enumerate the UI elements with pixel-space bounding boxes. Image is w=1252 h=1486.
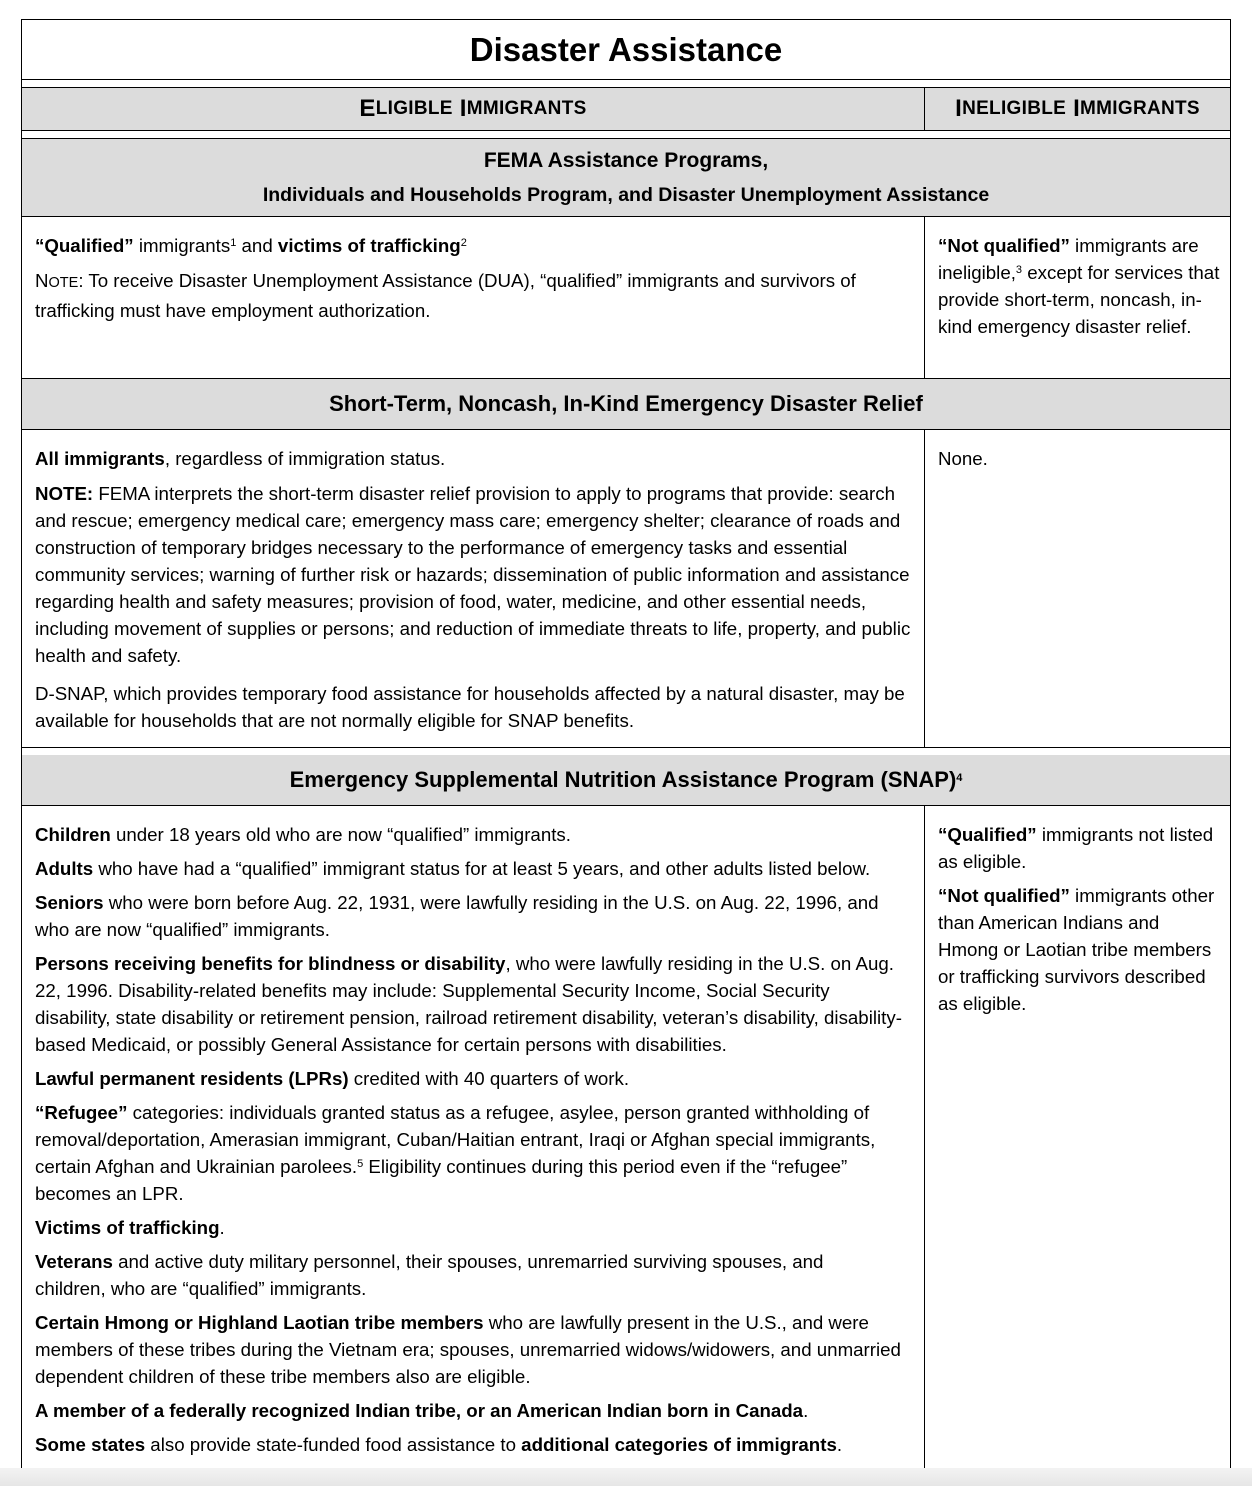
- page-bottom-edge: [0, 1468, 1252, 1486]
- list-item: Certain Hmong or Highland Laotian tribe members who are lawfully present in the U.S., and were members of these tribes during the Vietnam era; spouses, unremarried widows/widowers, and unmarried dependent children of these tribe members also are eligible.: [35, 1312, 901, 1387]
- list-item: Children under 18 years old who are now “qualified” immigrants.: [35, 824, 571, 845]
- note-paragraph: NOTE: To receive Disaster Unemployment Assistance (DUA), “qualified” immigrants and survivors of trafficking must have employment authorization.: [35, 270, 856, 321]
- page-title: Disaster Assistance: [22, 19, 1230, 80]
- list-item: Veterans and active duty military personnel, their spouses, unremarried surviving spouses, and children, who are “qualified” immigrants.: [35, 1251, 824, 1299]
- list-item: Lawful permanent residents (LPRs) credited with 40 quarters of work.: [35, 1068, 630, 1089]
- cell-ineligible-emergency-snap: [925, 806, 1230, 1475]
- list-item: Persons receiving benefits for blindness or disability, who were lawfully residing in the U.S. on Aug. 22, 1996. Disability-related benefits may include: Supplemental Security Income, Social Security disability, state disability or retirement pension, railroad retirement disability, veteran’s disability, disability-based Medicaid, or possibly General Assistance for certain persons with disabilities.: [35, 953, 902, 1055]
- list-item: “Refugee” categories: individuals granted status as a refugee, asylee, person granted withholding of removal/deportation, Amerasian immigrant, Cuban/Haitian entrant, Iraqi or Afghan special immigrants, certain Afghan and Ukrainian parolees.$^5$ Eligibility continues during this period even if the “refugee” becomes an LPR.: [35, 1102, 876, 1204]
- cell-ineligible-fema: [925, 217, 1230, 378]
- column-header-ineligible: I NELIGIBLE I MMIGRANTS: [955, 95, 1200, 122]
- section-heading-short-term-relief: Short-Term, Noncash, In-Kind Emergency Disaster Relief: [22, 378, 1230, 430]
- section-row-short-term-relief: [22, 430, 1230, 747]
- column-header-row: [22, 87, 1230, 131]
- list-item: Victims of trafficking.: [35, 1217, 225, 1238]
- paragraph: None.: [938, 448, 988, 469]
- section-heading-fema: [22, 138, 1230, 217]
- column-header-eligible: E LIGIBLE I MMIGRANTS: [22, 88, 925, 130]
- note-paragraph: NOTE: FEMA interprets the short-term disaster relief provision to apply to programs that provide: search and rescue; emergency medical care; emergency mass care; emergency shelter; clearance of roads and construction of temporary bridges necessary to the performance of emergency tasks and essential community services; warning of further risk or hazards; dissemination of public information and assistance regarding health and safety measures; provision of food, water, medicine, and other essential needs, including movement of supplies or persons; and reduction of immediate threats to life, property, and public health and safety.: [35, 483, 911, 666]
- paragraph: All immigrants, regardless of immigration status.: [35, 448, 446, 469]
- section-heading-emergency-snap: Emergency Supplemental Nutrition Assistance Program (SNAP) $^4$: [22, 755, 1230, 806]
- section-row-fema: [22, 217, 1230, 378]
- paragraph: “Not qualified” immigrants are ineligible,$^3$ except for services that provide short-term, noncash, in-kind emergency disaster relief.: [938, 235, 1220, 337]
- list-item: “Qualified” immigrants not listed as eligible.: [938, 824, 1214, 872]
- list-item: A member of a federally recognized Indian tribe, or an American Indian born in Canada.: [35, 1400, 809, 1421]
- list-item: Seniors who were born before Aug. 22, 1931, were lawfully residing in the U.S. on Aug. 22, 1996, and who are now “qualified” immigrants.: [35, 892, 879, 940]
- section-heading-fema-line1: FEMA Assistance Programs,: [483, 148, 769, 172]
- cell-eligible-short-term-relief: [22, 430, 925, 747]
- list-item: “Not qualified” immigrants other than American Indians and Hmong or Laotian tribe members or trafficking survivors described as eligible.: [938, 885, 1215, 1014]
- cell-ineligible-short-term-relief: [925, 430, 1230, 747]
- document-table: [21, 19, 1231, 1475]
- cell-eligible-emergency-snap: [22, 806, 925, 1475]
- section-heading-fema-line2: Individuals and Households Program, and Disaster Unemployment Assistance: [262, 183, 990, 206]
- paragraph: D-SNAP, which provides temporary food assistance for households affected by a natural disaster, may be available for households that are not normally eligible for SNAP benefits.: [35, 683, 905, 731]
- cell-eligible-fema: [22, 217, 925, 378]
- paragraph: “Qualified” immigrants$^1$ and victims of trafficking$^2$: [35, 235, 467, 256]
- list-item: Some states also provide state-funded food assistance to additional categories of immigrants.: [35, 1434, 843, 1455]
- list-item: Adults who have had a “qualified” immigrant status for at least 5 years, and other adults listed below.: [35, 858, 871, 879]
- section-row-emergency-snap: [22, 806, 1230, 1475]
